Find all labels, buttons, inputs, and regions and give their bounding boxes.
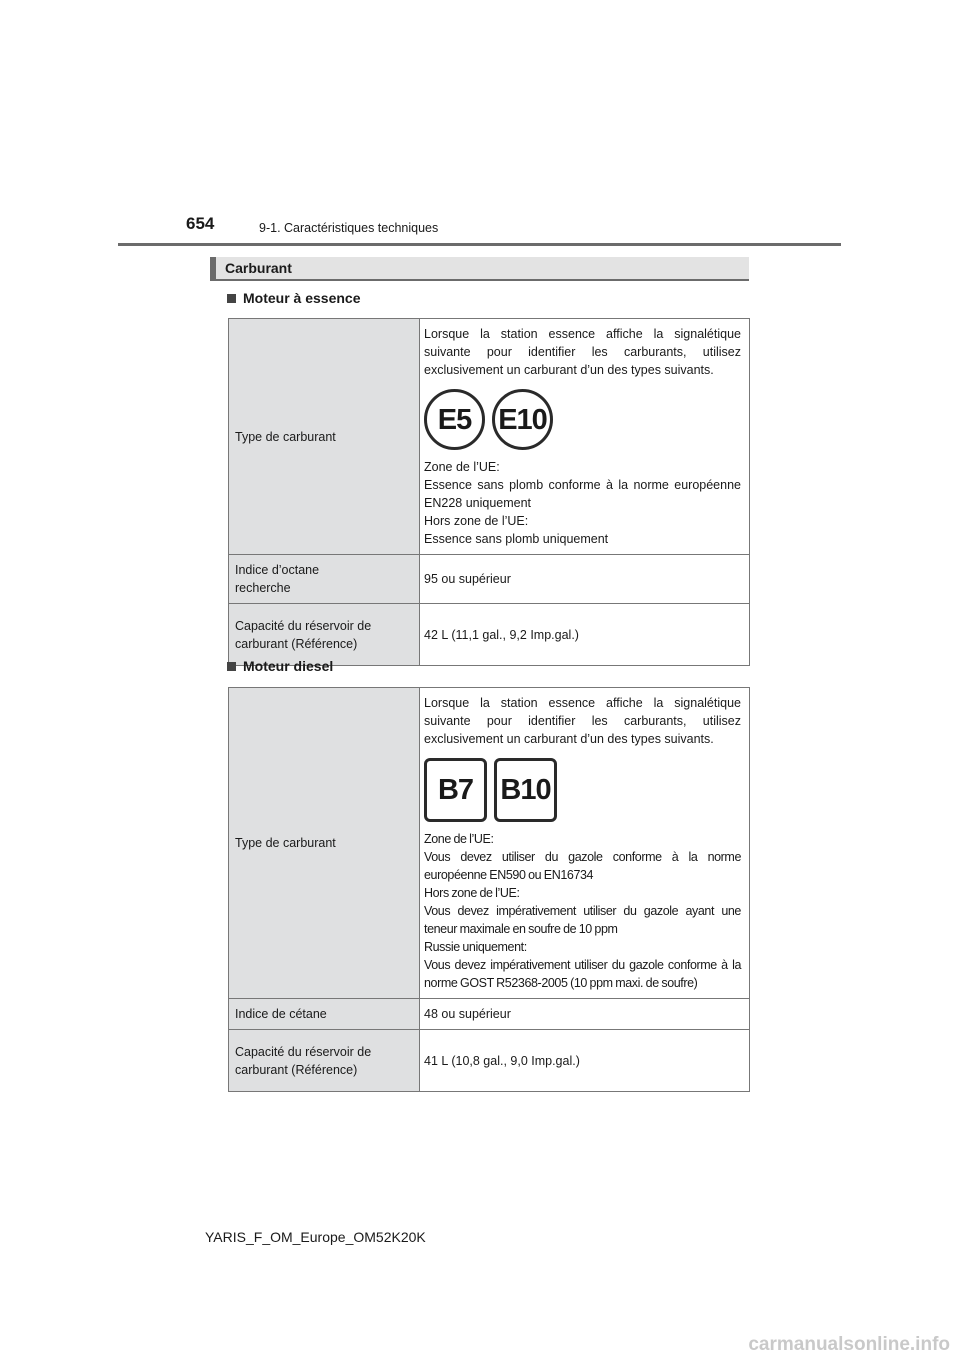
fuel-badge-row [424,758,741,822]
e5-fuel-badge-icon: E5 [424,389,485,450]
b7-fuel-badge-icon: B7 [424,758,487,822]
table-row [229,1030,750,1092]
watermark: carmanualsonline.info [748,1334,950,1355]
cetane-value-cell: 48 ou supérieur [420,999,750,1030]
fuel-type-value-cell [420,688,750,999]
fuel-note: Vous devez impérativement utiliser du gazole ayant une teneur maximale en soufre de 10 ppm [424,904,741,936]
table-row [229,555,750,604]
diesel-subheading [227,658,333,674]
fuel-note: Vous devez utiliser du gazole conforme à la norme européenne EN590 ou EN16734 [424,850,741,882]
capacity-value-cell: 42 L (11,1 gal., 9,2 Imp.gal.) [420,604,750,666]
table-row [229,999,750,1030]
square-bullet-icon [227,294,236,303]
fuel-type-intro: Lorsque la station essence affiche la signalétique suivante pour identifier les carburants, utilisez exclusivement un carburant d’un des types suivants. [424,696,741,746]
fuel-note: Essence sans plomb uniquement [424,532,609,546]
petrol-heading-text: Moteur à essence [243,290,361,306]
fuel-note: Vous devez impérativement utiliser du gazole conforme à la norme GOST R52368-2005 (10 ppm maxi. de soufre) [424,958,741,990]
square-bullet-icon [227,662,236,671]
table-row [229,688,750,999]
fuel-note: Zone de l’UE: [424,460,500,474]
cetane-label-cell: Indice de cétane [229,999,420,1030]
table-row [229,319,750,555]
capacity-value-cell: 41 L (10,8 gal., 9,0 Imp.gal.) [420,1030,750,1092]
petrol-subheading [227,290,361,306]
fuel-type-value-cell [420,319,750,555]
chapter-title: 9-1. Caractéristiques techniques [259,221,439,235]
fuel-badge-row [424,389,741,450]
diesel-spec-table [228,687,750,1092]
header-rule [118,243,841,246]
diesel-heading-text: Moteur diesel [243,658,334,674]
capacity-label-cell: Capacité du réservoir de carburant (Référence) [229,1030,420,1092]
fuel-type-label-cell: Type de carburant [229,688,420,999]
section-heading [210,257,749,281]
fuel-type-label-cell: Type de carburant [229,319,420,555]
octane-label-cell: Indice d’octane recherche [229,555,420,604]
octane-value-cell: 95 ou supérieur [420,555,750,604]
b10-fuel-badge-icon: B10 [494,758,557,822]
table-row [229,604,750,666]
fuel-note: Russie uniquement: [424,940,527,954]
fuel-type-intro: Lorsque la station essence affiche la signalétique suivante pour identifier les carburants, utilisez exclusivement un carburant d’un des types suivants. [424,327,741,377]
fuel-note: Essence sans plomb conforme à la norme européenne EN228 uniquement [424,478,741,510]
fuel-note: Hors zone de l’UE: [424,886,520,900]
footer-code: YARIS_F_OM_Europe_OM52K20K [205,1229,426,1245]
section-title: Carburant [225,260,292,276]
capacity-label-cell: Capacité du réservoir de carburant (Référence) [229,604,420,666]
page-number: 654 [186,214,215,233]
fuel-note: Hors zone de l’UE: [424,514,529,528]
fuel-note: Zone de l’UE: [424,832,494,846]
petrol-spec-table [228,318,750,666]
e10-fuel-badge-icon: E10 [492,389,553,450]
